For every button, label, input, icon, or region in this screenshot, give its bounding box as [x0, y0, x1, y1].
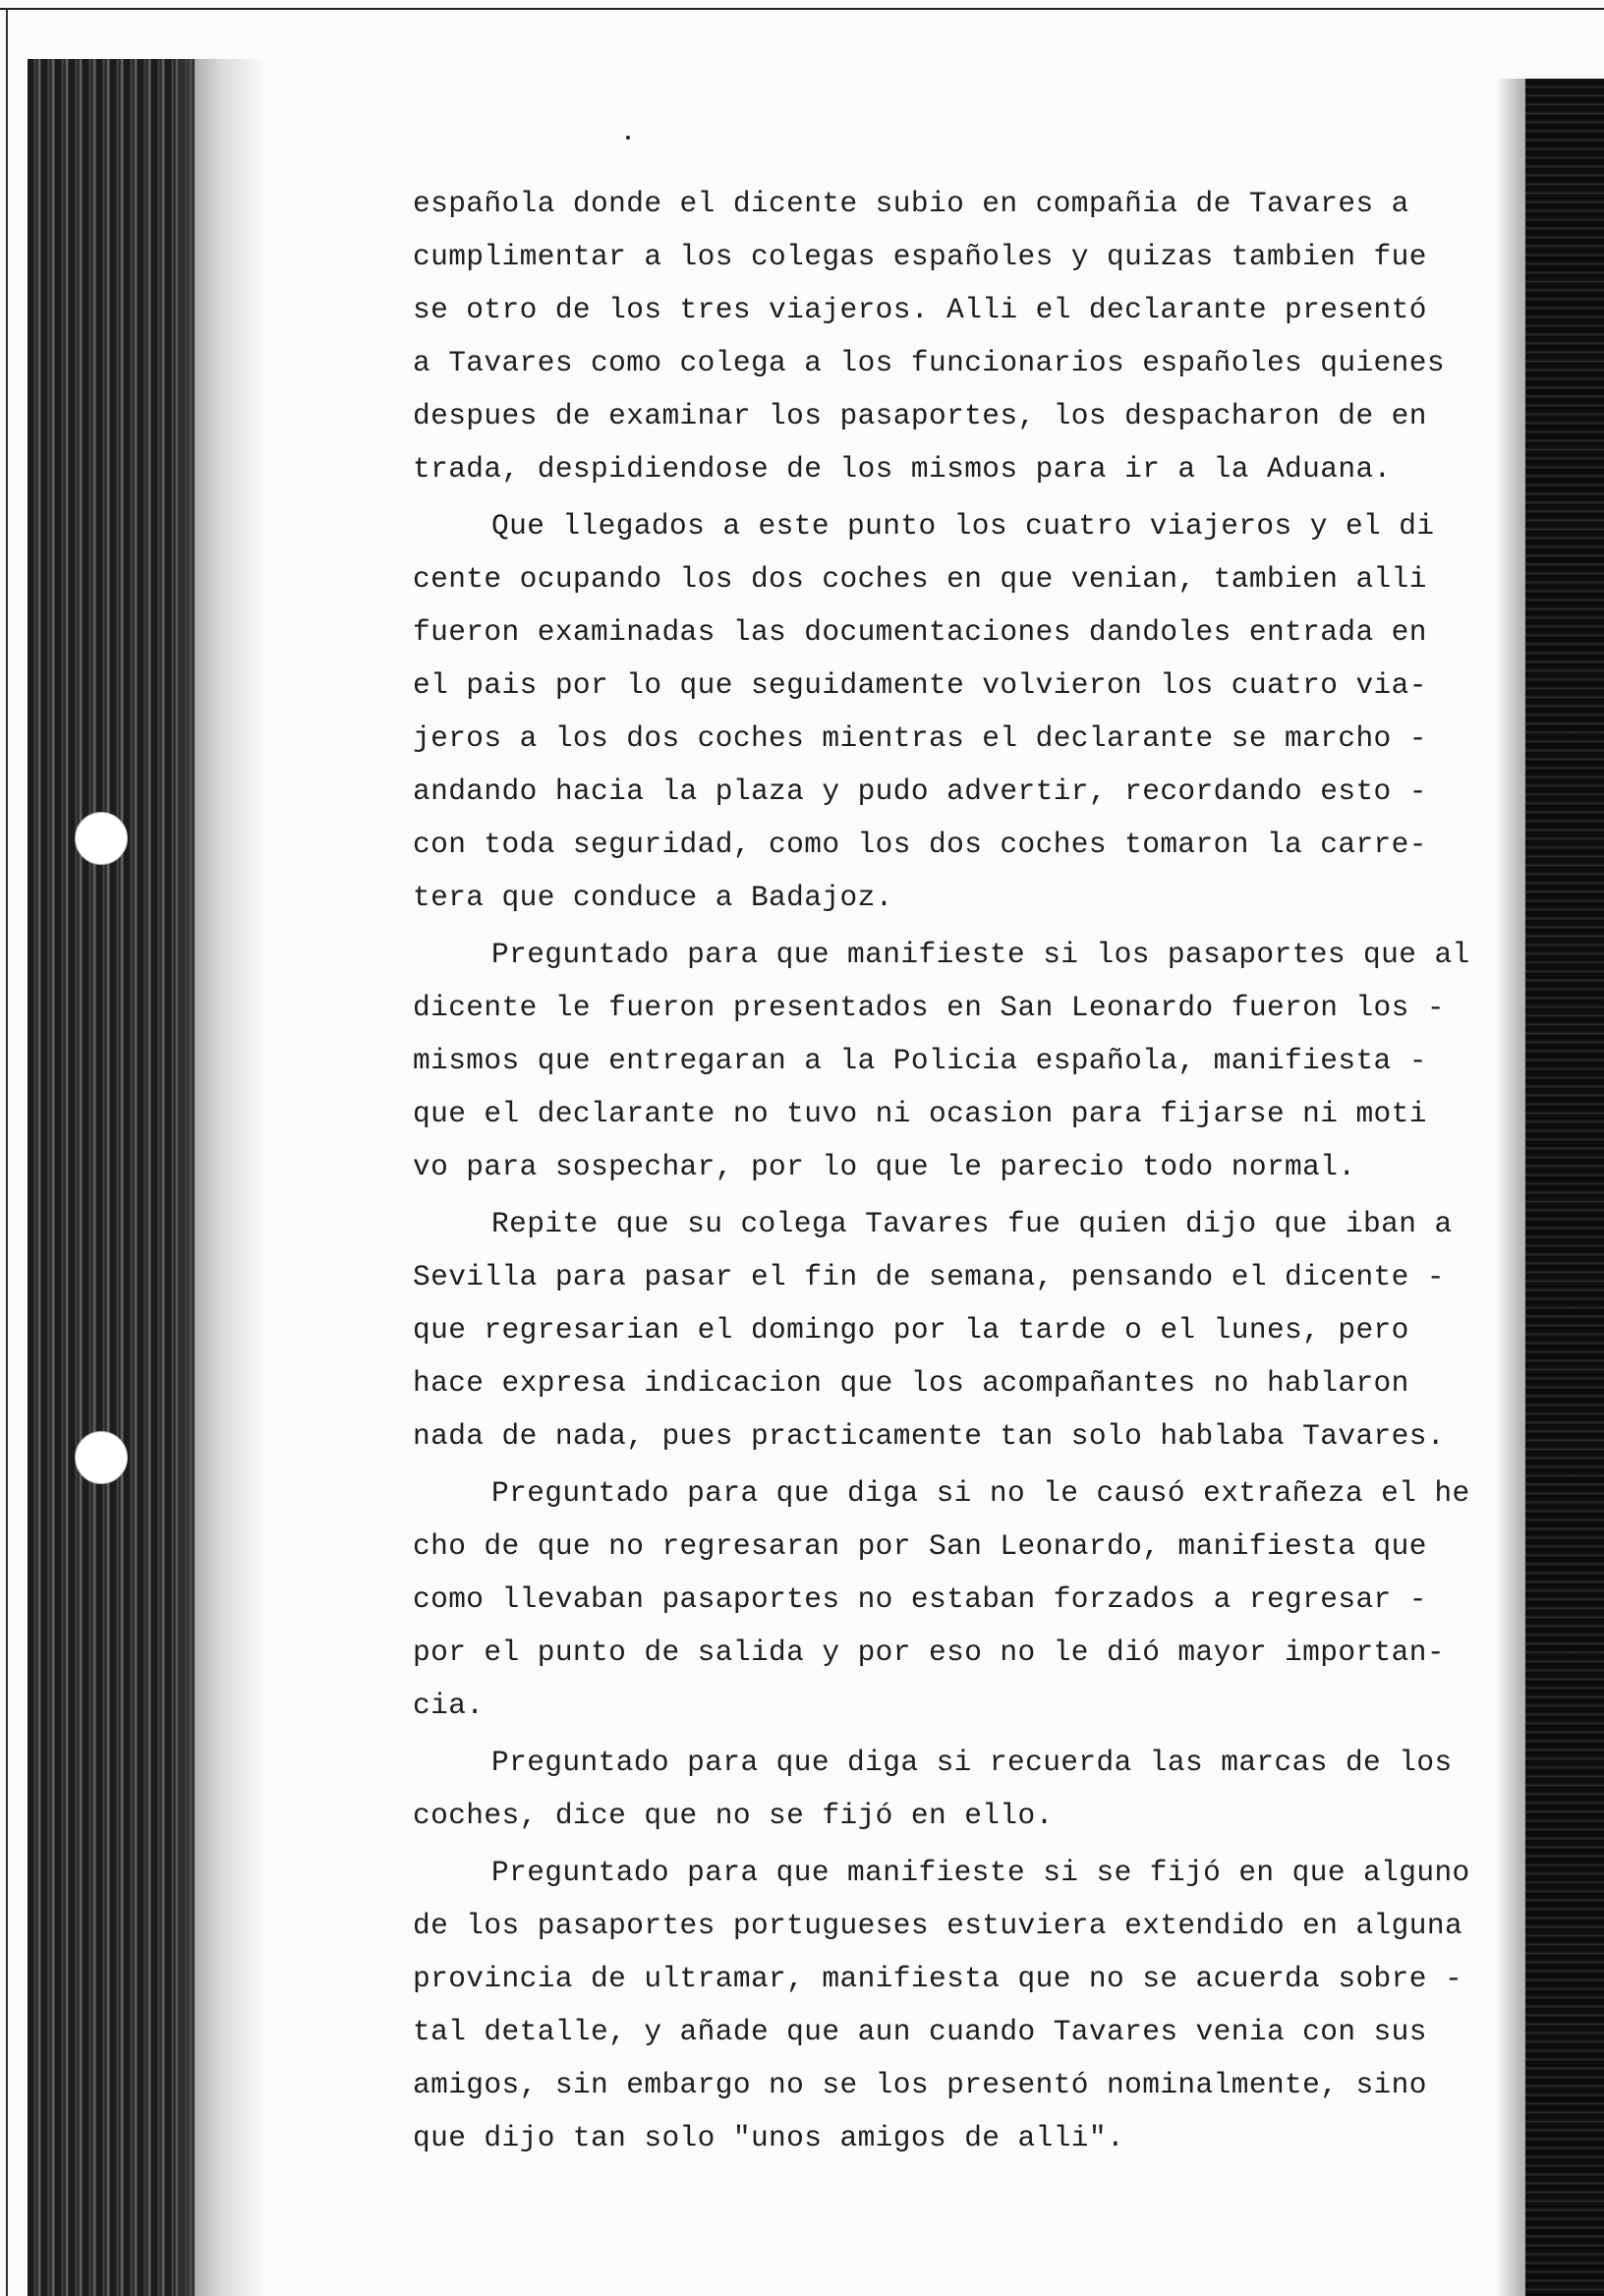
left-binding-shadow: [28, 59, 195, 2296]
text-line: despues de examinar los pasaportes, los despacharon de en: [413, 399, 1427, 432]
text-line: como llevaban pasaportes no estaban forzados a regresar -: [413, 1582, 1427, 1616]
text-line: por el punto de salida y por eso no le dió mayor importan-: [413, 1636, 1445, 1669]
text-line: cente ocupando los dos coches en que venian, tambien alli: [413, 562, 1427, 596]
text-line: Repite que su colega Tavares fue quien dijo que iban a: [491, 1207, 1453, 1240]
text-line: Sevilla para pasar el fin de semana, pensando el dicente -: [413, 1260, 1445, 1293]
right-binding-shadow: [1525, 79, 1604, 2296]
paragraph: [413, 499, 1514, 924]
punch-hole-upper: [75, 812, 128, 865]
text-line: que el declarante no tuvo ni ocasion para fijarse ni moti: [413, 1097, 1427, 1130]
scan-top-edge: [0, 8, 1604, 10]
text-line: tera que conduce a Badajoz.: [413, 881, 893, 914]
typed-text-body: [413, 177, 1514, 2164]
text-line: hace expresa indicacion que los acompañantes no hablaron: [413, 1366, 1409, 1400]
text-line: mismos que entregaran a la Policia española, manifiesta -: [413, 1044, 1427, 1077]
text-line: que regresarian el domingo por la tarde o el lunes, pero: [413, 1313, 1409, 1347]
paragraph: [413, 928, 1514, 1193]
text-line: nada de nada, pues practicamente tan solo hablaba Tavares.: [413, 1419, 1445, 1453]
text-line: provincia de ultramar, manifiesta que no se acuerda sobre -: [413, 1962, 1463, 1995]
text-line: el pais por lo que seguidamente volvieron los cuatro via-: [413, 668, 1427, 702]
text-line: con toda seguridad, como los dos coches tomaron la carre-: [413, 828, 1427, 861]
left-binding-fade: [177, 59, 265, 2296]
text-line: trada, despidiendose de los mismos para ir a la Aduana.: [413, 452, 1392, 486]
text-line: andando hacia la plaza y pudo advertir, recordando esto -: [413, 775, 1427, 808]
text-line: Preguntado para que diga si recuerda las marcas de los: [491, 1746, 1453, 1779]
text-line: española donde el dicente subio en compañia de Tavares a: [413, 187, 1409, 220]
text-line: se otro de los tres viajeros. Alli el declarante presentó: [413, 293, 1427, 326]
text-line: que dijo tan solo "unos amigos de alli".: [413, 2121, 1125, 2154]
text-line: de los pasaportes portugueses estuviera extendido en alguna: [413, 1909, 1463, 1942]
text-line: cia.: [413, 1689, 485, 1722]
paragraph: [413, 1736, 1514, 1842]
text-line: a Tavares como colega a los funcionarios españoles quienes: [413, 346, 1445, 379]
text-line: fueron examinadas las documentaciones dandoles entrada en: [413, 615, 1427, 649]
text-line: vo para sospechar, por lo que le parecio todo normal.: [413, 1150, 1356, 1183]
text-line: dicente le fueron presentados en San Leonardo fueron los -: [413, 991, 1445, 1024]
text-line: amigos, sin embargo no se los presentó nominalmente, sino: [413, 2068, 1427, 2101]
punch-hole-lower: [75, 1431, 128, 1484]
text-line: cumplimentar a los colegas españoles y quizas tambien fue: [413, 240, 1427, 273]
paragraph: [413, 177, 1514, 495]
text-line: jeros a los dos coches mientras el declarante se marcho -: [413, 721, 1427, 755]
paragraph: [413, 1466, 1514, 1732]
text-line: Que llegados a este punto los cuatro viajeros y el di: [491, 509, 1435, 543]
text-line: Preguntado para que manifieste si se fijó en que alguno: [491, 1856, 1470, 1889]
text-line: Preguntado para que diga si no le causó extrañeza el he: [491, 1476, 1470, 1510]
paragraph: [413, 1846, 1514, 2164]
text-line: Preguntado para que manifieste si los pasaportes que al: [491, 938, 1470, 971]
scan-left-edge: [6, 8, 8, 2296]
text-line: cho de que no regresaran por San Leonardo, manifiesta que: [413, 1529, 1427, 1563]
paragraph: [413, 1197, 1514, 1463]
stray-mark: [626, 136, 630, 140]
text-line: coches, dice que no se fijó en ello.: [413, 1799, 1054, 1832]
text-line: tal detalle, y añade que aun cuando Tavares venia con sus: [413, 2015, 1427, 2048]
